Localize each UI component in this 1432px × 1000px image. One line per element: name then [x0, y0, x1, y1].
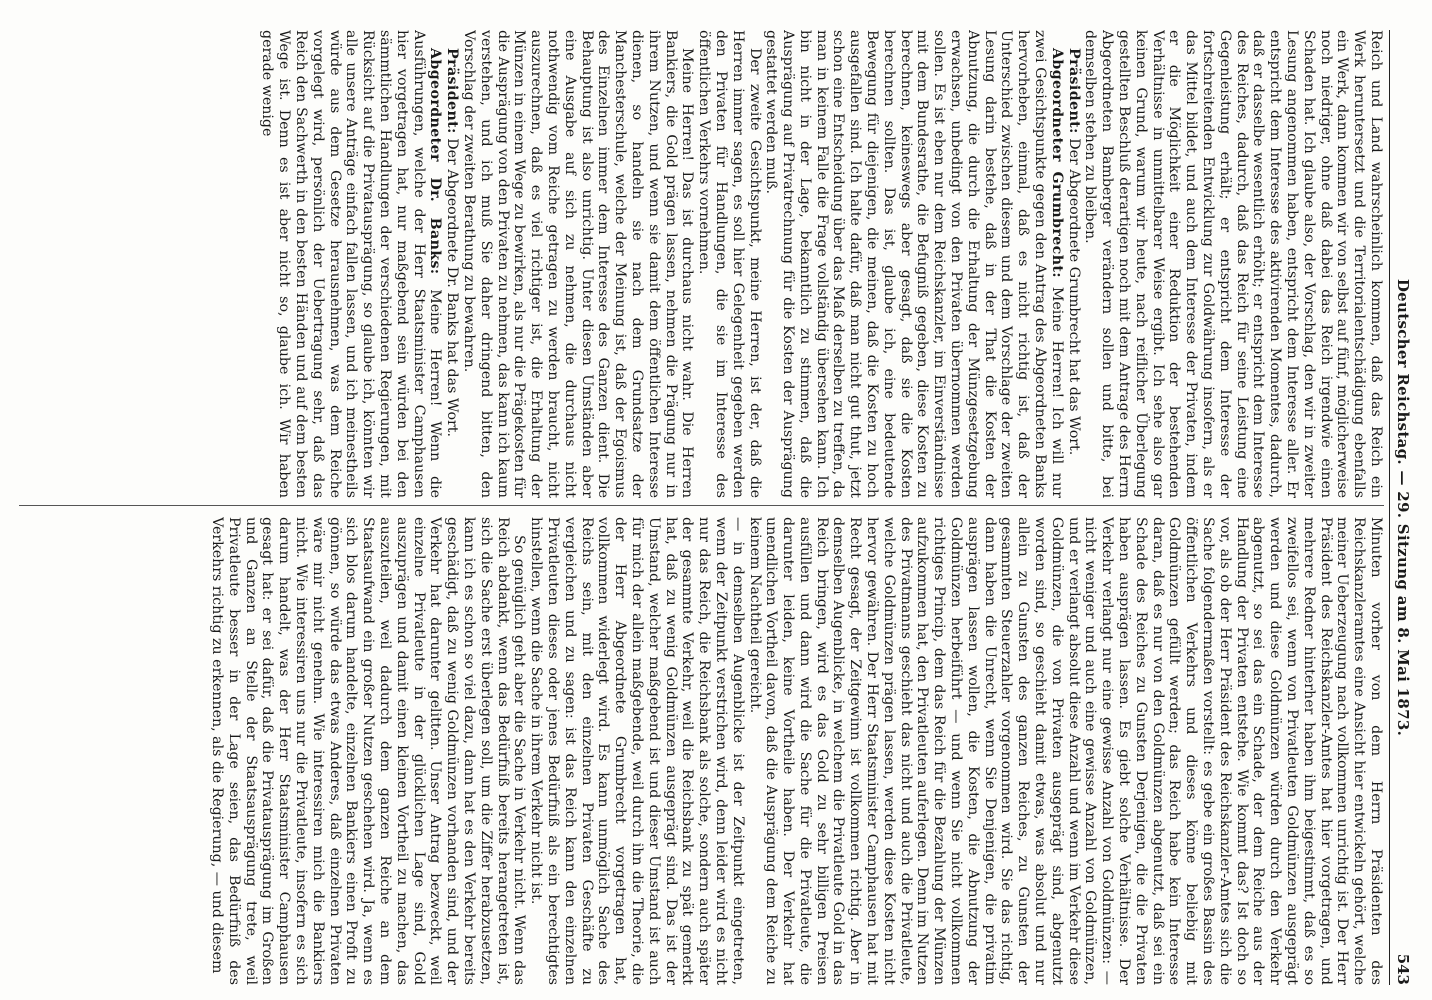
paragraph	[460, 30, 695, 498]
speaker-name: Präsident:	[1065, 48, 1082, 134]
paragraph-text: Meine Herren! Wenn die Ausführungen, welche der Herr Staatsminister Camphausen hier vorgetragen hat, nur maßgebend sein würden bei den sämmtlichen Handlungen der verschiedenen Regierungen, mit Rücksicht auf die Privatausprägung, so glaube ich, könnten wir alle unsere Anträge einfach fallen lassen, und ich meinestheils würde aus dem Gesetze herausnehmen, was dem Reiche vorgelegt wird, persönlich der Uebertragung sehr, daß das Reich den Sachwerth in den besten Händen und auf dem besten Wege ist. Denn es ist aber nicht so, glaube ich. Wir haben gerade wenige	[259, 30, 444, 498]
paragraph-text: Reich und Land wahrscheinlich kommen, daß das Reich ein Werk heruntersetzt und die Territorialentschädigung ebenfalls ein Werk, dann kommen wir von selbst auf fünf, möglicherweise noch niedriger, ohne daß dabei das Reich irgendwie einen Schaden hat. Ich glaube also, der Vorschlag, den wir in zweiter Lesung angenommen haben, entspricht dem Interesse aller. Er entspricht dem Interesse des aktivirenden Momentes, dadurch, daß er dasselbe wesentlich erhöht; er entspricht dem Interesse des Reiches, dadurch, daß das Reich für seine Leistung eine Gegenleistung erhält; er entspricht dem Interesse der fortschreitenden Entwicklung zur Goldwährung insofern, als er das Mittel bildet, und auch dem Interesse der Privaten, indem er die Möglichkeit einer Reduktion der bestehenden Verhältnisse in unmittelbarer Weise ergibt. Ich sehe also gar keinen Grund, warum wir heute, nach reiflicher Überlegung gestellten Beschluß derartigen noch mit dem Antrage des Herrn Abgeordneten Bamberger verändern sollen und bitte, bei demselben stehen zu bleiben.	[1082, 30, 1384, 498]
paragraph	[527, 517, 745, 985]
right-column	[24, 517, 1384, 985]
paragraph	[208, 517, 527, 985]
speaker-name: Abgeordneter Dr. Banks:	[427, 48, 444, 275]
paragraph	[695, 30, 762, 498]
paragraph-text: So genüglich geht aber die Sache in Verkehr nicht. Wenn das Reich abdankt, wenn das Bedürfniß bereits herangetreten ist, sich die Sache erst überlegen soll, um die Ziffer herabzusetzen, kann ich es schon so viel dazu, dann hat es den Verkehr bereits geschädigt, daß zu wenig Goldmünzen vorhanden sind, und der Verkehr hat darunter gelitten. Unser Antrag bezweckt, weil einzelne Privatleute in der glücklichen Lage sind, Gold auszuprägen und damit einen kleinen Vortheil zu machen, das auszuteilen, weil dadurch dem ganzen Reiche an dem Staatsaufwand ein großer Nutzen geschehen wird. Ja, wenn es sich blos darum handelte, einzelnen Bankiers einen Profit zu gönnen, so würde das etwas Anderes, daß einzelnen Privaten wäre mir nicht genehm. Wie interessiren mich die Bankiers nicht. Wie interessiren uns nur die Privatleute, insofern es sich darum handelt, was der Herr Staatsminister Camphausen gesagt hat: er sei dafür, daß die Privatausprägung im Großen und Ganzen an Stelle der Staatsausprägung trete, weil Privatleute besser in der Lage seien, das Bedürfniß des Verkehrs richtig zu erkennen, als die Regierung, — und diesem	[209, 517, 528, 985]
page-header	[1389, 30, 1412, 985]
speech-paragraph	[763, 30, 1065, 498]
speech-paragraph	[443, 30, 460, 498]
column-divider	[19, 505, 1384, 506]
page-number: 543	[1394, 953, 1412, 985]
running-title: Deutscher Reichstag. — 29. Sitzung am 8. Mai 1873.	[1394, 278, 1412, 737]
paragraph-text: Der zweite Gesichtspunkt, meine Herren, ist der, daß die Herren immer sagen, es soll hier Gelegenheit gegeben werden den Privaten für Handlungen, die sie im Interesse des öffentlichen Verkehrs vornehmen.	[696, 30, 763, 498]
speaker-name: Präsident:	[444, 48, 461, 134]
paragraph-text: Meine Herren! Ich will nur zwei Gesichtspunkte gegen den Antrag des Abgeordneten Banks hervorheben, einmal, daß es nicht richtig ist, daß der Unterschied zwischen diesem und dem Vorschlage der zweiten Lesung darin bestehe, daß in der That die Kosten der Abnutzung, die durch die Erhaltung der Münzgesetzgebung erwachsen, unbedingt von den Privaten übernommen werden sollen. Es ist eben nur dem Reichskanzler, im Einverständnisse mit dem Bundesrathe, die Befugniß gegeben, diese Kosten zu berechnen, keineswegs aber gesagt, daß sie die Kosten berechnen sollten. Das ist, glaube ich, eine bedeutende Bewegung für diejenigen, die meinen, daß die Kosten zu hoch ausgefallen sind. Ich halte dafür, daß man nicht gut thut, jetzt schon eine Entscheidung über das Maß derselben zu treffen, da man in keinem Falle die Frage vollständig übersehen kann. Ich bin nicht in der Lage, bekanntlich zu stimmen, daß die Ausprägung auf Privatrechnung für die Kosten der Ausprägung gestattet werden muß.	[763, 30, 1065, 498]
paragraph	[746, 517, 1384, 985]
paragraph	[1082, 30, 1384, 498]
left-column	[24, 30, 1384, 498]
paragraph-text: Der Abgeordnete Dr. Banks hat das Wort.	[444, 138, 461, 438]
speech-paragraph	[1065, 30, 1082, 498]
paragraph-text: Meine Herren! Das ist durchaus nicht wahr. Die Herren Bankiers, die Gold prägen lassen, nehmen die Prägung nur in ihrem Nutzen, und wenn sie damit dem öffentlichen Interesse dienen, so handeln sie nach dem Grundsatze der Manchesterschule, welche der Meinung ist, daß der Egoismus des Einzelnen immer dem Interesse des Ganzen dient. Die Behauptung ist also unrichtig. Unter diesen Umständen aber eine Ausgabe auf sich zu nehmen, die durchaus nicht nothwendig vom Reiche getragen zu werden braucht, nicht auszurechnen, daß es viel richtiger ist, die Erhaltung der Münzen in einem Wege zu bewirken, als nur die Prägekosten für die Ausprägung von den Privaten zu nehmen, das kann ich kaum verstehen, und ich muß Sie daher dringend bitten, den Vorschlag der zweiten Berathung zu bewahren.	[460, 30, 696, 498]
speech-paragraph	[259, 30, 444, 498]
paragraph-text: — in demselben Augenblicke ist der Zeitpunkt eingetreten, wenn der Zeitpunkt verstrichen wird, denn leider wird es nicht nur das Reich, die Reichsbank als solche, sondern auch später der gesammte Verkehr, weil die Reichsbank zu spät gemerkt hat, daß zu wenig Goldmünzen ausgeprägt sind. Das ist der Umstand, welcher maßgebend ist und dieser Umstand ist auch für mich der allein maßgebende, weil durch ihn die Theorie, die der Herr Abgeordnete Grumbrecht vorgetragen hat, vollkommen widerlegt wird. Es kann unmöglich Sache des Reichs sein, mit den einzelnen Privaten Geschäfte zu vergleichen und zu sagen: ist das Reich kann den einzelnen Privatleuten dieses oder jenes Bedürfniß als ein berechtigtes hinstellen, wenn die Sache in ihrem Verkehr nicht ist.	[528, 517, 746, 985]
paragraph-text: Der Abgeordnete Grumbrecht hat das Wort.	[1065, 138, 1082, 456]
speaker-name: Abgeordneter Grumbrecht:	[1048, 48, 1065, 279]
paragraph-text: Minuten vorher von dem Herrn Präsidenten des Reichskanzleramtes eine Ansicht hier entwickeln gehört, welche meiner Ueberzeugung nach vollkommen unrichtig ist. Der Herr Präsident des Reichskanzler-Amtes hat hier vorgetragen, und mehrere Redner hinterher haben ihm beigestimmt, daß es so zweifellos sei, wenn von Privatleuten Goldmünzen ausgeprägt werden und diese Goldmünzen würden durch den Verkehr abgenutzt, so sei das ein Schade, der dem Reiche aus der Handlung der Privaten entstehe. Wie kommt das? Ist doch so vor, als ob der Herr Präsident des Reichskanzler-Amtes sich die Sache folgendermaßen vorstellt: es gebe ein großes Bassin des öffentlichen Verkehrs und dieses könne beliebig mit Goldmünzen gefüllt werden; das Reich habe kein Interesse daran, daß es nur von den Goldmünzen abgenutzt, daß sei ein Schade des Reiches zu Gunsten Derjenigen, die die Privaten haben ausprägen lassen. Es giebt solche Verhältnisse. Der Verkehr verlangt nur eine gewisse Anzahl von Goldmünzen: — nicht weniger und auch eine gewisse Anzahl von Goldmünzen, und er verlangt absolut diese Anzahl und wenn im Verkehr diese Goldmünzen, die von Privaten ausgeprägt sind, abgenutzt worden sind, so geschieht damit etwas, was absolut und nur allein zu Gunsten des ganzen Reiches, zu Gunsten der gesammten Steuerzahler vorgenommen wird. Sie das richtig, dann haben die Unrecht, wenn Sie Denjenigen, die privatim ausprägen lassen wollen, die Kosten, die Abnutzung der Goldmünzen herbeiführt — und wenn Sie nicht vollkommen richtiges Princip, dem das Reich für die Bezahlung der Münzen aufzukommen hat, den Privatleuten auferlegen. Denn im Nutzen des Privatmanns geschieht das nicht und auch die Privatleute, welche Goldmünzen prägen lassen, werden diese Kosten nicht hervor gewähren. Der Herr Staatsminister Camphausen hat mit Recht gesagt, der Zeitgewinn ist vollkommen richtig. Aber in demselben Augenblicke, in welchem die Privatleute Gold in das Reich bringen, wird es das Gold zu sehr billigen Preisen ausfüllen und dann wird die Sache für die Privatleute, die darunter leiden, keine Vortheile haben. Der Verkehr hat unendlichen Vortheil davon, daß die Ausprägung dem Reiche zu keinem Nachtheil gereicht.	[746, 517, 1384, 985]
